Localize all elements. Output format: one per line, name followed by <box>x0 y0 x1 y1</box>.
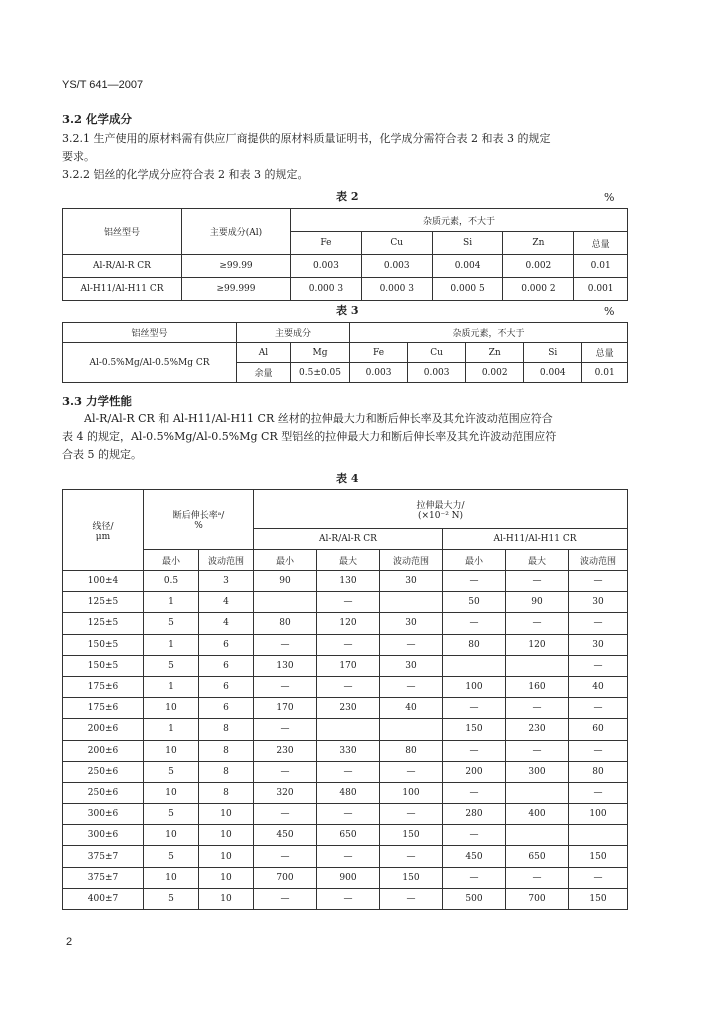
table-row <box>63 655 628 676</box>
table-cell: 80 <box>254 613 317 634</box>
table-cell: 40 <box>380 698 443 719</box>
table-cell <box>506 655 569 676</box>
table4-header-elongation-label: 断后伸长率ᵃ/ <box>172 511 225 521</box>
table2-header-impurity: 杂质元素，不大于 <box>291 209 628 232</box>
table-cell: 900 <box>317 867 380 888</box>
table-cell: 10 <box>199 825 254 846</box>
table2-unit: % <box>604 191 615 204</box>
table-cell: 30 <box>380 613 443 634</box>
table-cell: — <box>569 698 628 719</box>
table-cell: 100 <box>569 804 628 825</box>
table-cell: — <box>254 846 317 867</box>
table4-header-diameter <box>63 490 144 571</box>
table-cell: 125±5 <box>63 592 144 613</box>
table-cell: — <box>569 571 628 592</box>
table-cell: 0.001 <box>574 278 628 301</box>
table-cell: 0.01 <box>574 255 628 278</box>
table4-header-force <box>254 490 628 529</box>
table-cell: 0.003 <box>361 255 432 278</box>
table4-sub-elong-range: 波动范围 <box>199 550 254 571</box>
table-cell <box>380 592 443 613</box>
document-id: YS/T 641—2007 <box>62 79 144 91</box>
table-row <box>63 804 628 825</box>
table-4 <box>62 489 628 910</box>
table-cell: — <box>569 613 628 634</box>
table-cell: 10 <box>144 825 199 846</box>
table-cell: 50 <box>443 592 506 613</box>
table2-header-cu: Cu <box>361 232 432 255</box>
table-cell: 30 <box>569 634 628 655</box>
table-cell: 280 <box>443 804 506 825</box>
table-cell: 150 <box>569 846 628 867</box>
table-cell: — <box>443 782 506 803</box>
table4-sub-h11-max: 最大 <box>506 550 569 571</box>
table-cell: 0.5 <box>144 571 199 592</box>
table-cell: 100 <box>380 782 443 803</box>
table-cell: 150 <box>380 825 443 846</box>
table-cell: 10 <box>144 698 199 719</box>
table-cell: 230 <box>506 719 569 740</box>
table-cell: 330 <box>317 740 380 761</box>
table4-caption: 表 4 <box>336 472 359 485</box>
table2-header-total: 总量 <box>574 232 628 255</box>
table-cell: — <box>380 634 443 655</box>
table-cell: 150±5 <box>63 634 144 655</box>
table-cell: 6 <box>199 634 254 655</box>
table-cell: 0.002 <box>503 255 574 278</box>
table-cell: 0.003 <box>291 255 362 278</box>
table-cell: — <box>569 740 628 761</box>
table-cell: 90 <box>506 592 569 613</box>
table-cell: — <box>569 782 628 803</box>
table2-caption: 表 2 <box>336 190 359 203</box>
table-cell: 150 <box>380 867 443 888</box>
table-cell: 175±6 <box>63 676 144 697</box>
table2-header-si: Si <box>432 232 503 255</box>
table-cell: 230 <box>254 740 317 761</box>
table-cell: 5 <box>144 655 199 676</box>
table-cell: — <box>317 634 380 655</box>
table-cell: 10 <box>144 782 199 803</box>
table-cell: 375±7 <box>63 846 144 867</box>
table-cell: 10 <box>144 867 199 888</box>
table-cell: — <box>317 888 380 909</box>
table-cell: 余量 <box>237 363 291 383</box>
paragraph-3-2-1: 3.2.1 生产使用的原材料需有供应厂商提供的原材料质量证明书，化学成分需符合表 2 和表 3 的规定 <box>62 132 551 145</box>
table-cell: 6 <box>199 676 254 697</box>
table-cell: 60 <box>569 719 628 740</box>
table-cell: 650 <box>317 825 380 846</box>
table-cell: 700 <box>506 888 569 909</box>
table-cell: 8 <box>199 782 254 803</box>
table3-header-cu: Cu <box>408 343 466 363</box>
table-cell: 170 <box>254 698 317 719</box>
table-cell: 10 <box>199 846 254 867</box>
table-cell: 130 <box>254 655 317 676</box>
table3-header-model: 铝丝型号 <box>63 323 237 343</box>
table-cell <box>506 782 569 803</box>
table-cell: — <box>443 698 506 719</box>
table-cell: Al-H11/Al-H11 CR <box>63 278 182 301</box>
table3-header-fe: Fe <box>350 343 408 363</box>
table-cell: 300±6 <box>63 825 144 846</box>
table-cell: 80 <box>569 761 628 782</box>
table-cell: 120 <box>317 613 380 634</box>
table-cell: 160 <box>506 676 569 697</box>
table-row <box>63 255 628 278</box>
table-cell: 150 <box>569 888 628 909</box>
table-row <box>63 761 628 782</box>
table-cell: 6 <box>199 698 254 719</box>
table-cell: — <box>254 761 317 782</box>
table-cell: 0.004 <box>524 363 582 383</box>
table4-sub-h11-range: 波动范围 <box>569 550 628 571</box>
table-cell: 150±5 <box>63 655 144 676</box>
table-cell: 30 <box>569 592 628 613</box>
table-cell: 0.002 <box>466 363 524 383</box>
table-row <box>63 740 628 761</box>
paragraph-3-3-line2: 表 4 的规定，Al-0.5%Mg/Al-0.5%Mg CR 型铝丝的拉伸最大力和断后伸长率及其允许波动范围应符 <box>62 430 557 443</box>
table3-model: Al-0.5%Mg/Al-0.5%Mg CR <box>63 343 237 383</box>
table4-header-group-al-h11: Al-H11/Al-H11 CR <box>443 529 628 550</box>
paragraph-3-3-line3: 合表 5 的规定。 <box>62 448 142 461</box>
table-cell: 130 <box>317 571 380 592</box>
table-cell: 10 <box>199 804 254 825</box>
table-cell: — <box>380 761 443 782</box>
table-cell: — <box>317 804 380 825</box>
table-cell: 0.000 3 <box>361 278 432 301</box>
table-cell: 0.003 <box>350 363 408 383</box>
table-cell: 80 <box>443 634 506 655</box>
table-cell <box>506 825 569 846</box>
table-cell: 150 <box>443 719 506 740</box>
table-cell: — <box>443 825 506 846</box>
table-cell: 4 <box>199 613 254 634</box>
table4-header-diameter-unit: μm <box>95 531 111 542</box>
table-cell <box>254 592 317 613</box>
table-cell: — <box>506 698 569 719</box>
table4-header-group-al-r: Al-R/Al-R CR <box>254 529 443 550</box>
table-cell: 3 <box>199 571 254 592</box>
table-cell: 250±6 <box>63 761 144 782</box>
table-cell: — <box>317 761 380 782</box>
table-cell <box>443 655 506 676</box>
table-cell: 10 <box>199 867 254 888</box>
table4-sub-h11-min: 最小 <box>443 550 506 571</box>
table-cell: 230 <box>317 698 380 719</box>
table-cell: 500 <box>443 888 506 909</box>
table-cell: 300 <box>506 761 569 782</box>
table-cell: 5 <box>144 761 199 782</box>
table-cell: 170 <box>317 655 380 676</box>
table-cell: 0.000 5 <box>432 278 503 301</box>
table-cell: 0.000 3 <box>291 278 362 301</box>
paragraph-3-3-line1: Al-R/Al-R CR 和 Al-H11/Al-H11 CR 丝材的拉伸最大力和断后伸长率及其允许波动范围应符合 <box>84 412 553 425</box>
table-cell: — <box>506 867 569 888</box>
table4-sub-elong-min: 最小 <box>144 550 199 571</box>
table4-sub-r-min: 最小 <box>254 550 317 571</box>
table-cell: — <box>506 571 569 592</box>
table4-sub-r-range: 波动范围 <box>380 550 443 571</box>
table-cell: 0.000 2 <box>503 278 574 301</box>
table-row <box>63 571 628 592</box>
table3-unit: % <box>604 305 615 318</box>
table-cell: 8 <box>199 719 254 740</box>
table2-header-model: 铝丝型号 <box>63 209 182 255</box>
table-cell: 10 <box>199 888 254 909</box>
table-cell: 10 <box>144 740 199 761</box>
table-cell: 5 <box>144 846 199 867</box>
table-cell: 30 <box>380 655 443 676</box>
table-cell: 30 <box>380 571 443 592</box>
table-cell: 0.01 <box>582 363 628 383</box>
table-cell: 700 <box>254 867 317 888</box>
table3-header-zn: Zn <box>466 343 524 363</box>
table-cell: 480 <box>317 782 380 803</box>
table4-header-elongation <box>144 490 254 550</box>
table-2 <box>62 208 628 301</box>
table-cell: 0.004 <box>432 255 503 278</box>
table-cell: 8 <box>199 761 254 782</box>
table-cell: — <box>317 846 380 867</box>
table-cell: 1 <box>144 634 199 655</box>
table-row <box>63 676 628 697</box>
table-cell: 90 <box>254 571 317 592</box>
table-cell: 100 <box>443 676 506 697</box>
table-cell: — <box>254 804 317 825</box>
table-cell: 650 <box>506 846 569 867</box>
table-cell: 5 <box>144 888 199 909</box>
table4-header-force-unit: (×10⁻² N) <box>417 510 464 521</box>
table-cell <box>317 719 380 740</box>
table-cell: — <box>380 846 443 867</box>
table-cell: 80 <box>380 740 443 761</box>
table-cell: 8 <box>199 740 254 761</box>
table-row <box>63 719 628 740</box>
table4-header-diameter-label: 线径/ <box>92 521 114 532</box>
table-row <box>63 782 628 803</box>
table-cell: — <box>380 888 443 909</box>
table-cell <box>569 825 628 846</box>
table-cell: 400±7 <box>63 888 144 909</box>
table-cell: 375±7 <box>63 867 144 888</box>
table-cell <box>380 719 443 740</box>
table-row <box>63 592 628 613</box>
table-cell: 200±6 <box>63 740 144 761</box>
table-cell: 125±5 <box>63 613 144 634</box>
table-row <box>63 613 628 634</box>
table-cell: ≥99.99 <box>182 255 291 278</box>
table-cell: — <box>506 613 569 634</box>
table2-header-fe: Fe <box>291 232 362 255</box>
table-cell: — <box>254 676 317 697</box>
table2-header-main: 主要成分(Al) <box>182 209 291 255</box>
table-cell: 450 <box>443 846 506 867</box>
table-cell: — <box>380 676 443 697</box>
section-3-3-title: 3.3 力学性能 <box>62 394 133 408</box>
table-cell: 300±6 <box>63 804 144 825</box>
section-3-2-title: 3.2 化学成分 <box>62 112 133 126</box>
table3-header-main: 主要成分 <box>237 323 350 343</box>
table-cell: — <box>443 613 506 634</box>
table-cell: 120 <box>506 634 569 655</box>
table-cell: 0.5±0.05 <box>291 363 350 383</box>
table4-sub-r-max: 最大 <box>317 550 380 571</box>
paragraph-3-2-2: 3.2.2 铝丝的化学成分应符合表 2 和表 3 的规定。 <box>62 168 309 181</box>
table-cell: 200 <box>443 761 506 782</box>
table-cell: — <box>317 676 380 697</box>
table-cell: 320 <box>254 782 317 803</box>
table-row <box>63 888 628 909</box>
paragraph-3-2-1-cont: 要求。 <box>62 150 95 163</box>
table4-header-elongation-unit: % <box>194 521 203 531</box>
table-cell: ≥99.999 <box>182 278 291 301</box>
table-row <box>63 846 628 867</box>
table-cell: Al-R/Al-R CR <box>63 255 182 278</box>
table-cell: 1 <box>144 719 199 740</box>
table-cell: 0.003 <box>408 363 466 383</box>
table-cell: 100±4 <box>63 571 144 592</box>
table-cell: — <box>254 719 317 740</box>
table-row <box>63 825 628 846</box>
table-cell: — <box>569 867 628 888</box>
table-cell: 40 <box>569 676 628 697</box>
table-cell: — <box>443 867 506 888</box>
table-cell: 400 <box>506 804 569 825</box>
table-cell: 1 <box>144 592 199 613</box>
table4-body <box>63 571 628 910</box>
table4-header-force-label: 拉伸最大力/ <box>416 500 465 511</box>
table-row <box>63 634 628 655</box>
table-row <box>63 698 628 719</box>
table-cell: 5 <box>144 804 199 825</box>
table-cell: — <box>380 804 443 825</box>
table-cell: — <box>569 655 628 676</box>
table-cell: — <box>506 740 569 761</box>
table-cell: — <box>254 888 317 909</box>
table-row <box>63 278 628 301</box>
page-number: 2 <box>66 936 73 948</box>
table3-caption: 表 3 <box>336 304 359 317</box>
table-cell: 200±6 <box>63 719 144 740</box>
table-cell: 6 <box>199 655 254 676</box>
table3-header-al: Al <box>237 343 291 363</box>
table-cell: — <box>317 592 380 613</box>
table-cell: 5 <box>144 613 199 634</box>
table3-header-total: 总量 <box>582 343 628 363</box>
table3-header-si: Si <box>524 343 582 363</box>
table-row <box>63 867 628 888</box>
table3-header-impurity: 杂质元素，不大于 <box>350 323 628 343</box>
table-cell: — <box>254 634 317 655</box>
table-3 <box>62 322 628 383</box>
table-cell: 175±6 <box>63 698 144 719</box>
table-cell: 4 <box>199 592 254 613</box>
table-cell: — <box>443 740 506 761</box>
table2-header-zn: Zn <box>503 232 574 255</box>
table-cell: 450 <box>254 825 317 846</box>
table3-header-mg: Mg <box>291 343 350 363</box>
table-cell: — <box>443 571 506 592</box>
table-cell: 250±6 <box>63 782 144 803</box>
table-cell: 1 <box>144 676 199 697</box>
